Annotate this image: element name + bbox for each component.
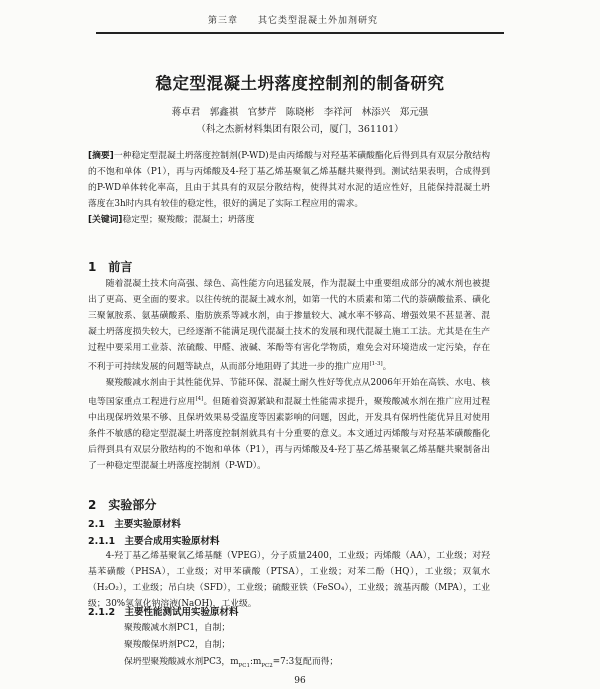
abstract (88, 148, 490, 212)
intro-paragraph-1: 随着混凝土技术向高强、绿色、高性能方向迅猛发展，作为混凝土中重要组成部分的减水剂也被提出了更高、更全面的要求。以往传统的混凝土减水剂，如第一代的木质素和第二代的萘磺酸盐系、磺化三聚氰胺系、氨基磺酸系、脂肪族系等减水剂，由于掺量较大、减水率不够高、增强效果不甚显著、混凝土坍落度损失较大，已经逐渐不能满足现代混凝土技术的发展和现代混凝土施工工法。尤其是在生产过程中要采用工业萘、浓硫酸、甲醛、液碱、苯酚等有害化学物质，难免会对环境造成一定污染，存在不利于可持续发展的问题等缺点，从而部分地阻碍了其进一步的推广应用[1-3]。 (88, 279, 490, 372)
citation-4: [4] (195, 395, 204, 402)
keywords-text: 稳定型；聚羧酸；混凝土；坍落度 (122, 215, 255, 225)
materials-block (88, 548, 490, 612)
abstract-block (88, 148, 490, 228)
keywords-label: [关键词] (88, 215, 123, 225)
subsubsection-heading-synthesis: 2.1.1 主要合成用实验原材料 (88, 536, 220, 547)
section-heading-intro: 1 前言 (88, 260, 133, 274)
affiliation: （科之杰新材料集团有限公司，厦门，361101） (196, 124, 404, 135)
paper-title: 稳定型混凝土坍落度控制剂的制备研究 (155, 74, 445, 93)
subsection-heading-materials: 2.1 主要实验原材料 (88, 519, 181, 530)
material-pc1: 聚羧酸减水剂PC1，自制； (124, 623, 231, 633)
running-header: 第三章 其它类型混凝土外加剂研究 (208, 16, 379, 26)
header-rule (96, 32, 504, 34)
authors: 蒋卓君 郭鑫祺 官梦芹 陈晓彬 李祥河 林添兴 郑元强 (171, 107, 429, 118)
keywords (88, 212, 490, 228)
intro-paragraph-2: 聚羧酸减水剂由于其性能优异、节能环保、混凝土耐久性好等优点从2006年开始在高铁、水电、核电等国家重点工程进行应用[4]。但随着资源紧缺和混凝土性能需求提升，聚羧酸减水剂在推广应用过程中出现保坍效果不够、且保坍效果易受温度等因素影响的问题，因此，开发具有保坍性能优异且对使用条件不敏感的稳定型混凝土坍落度控制剂就具有十分重要的意义。本文通过丙烯酸与对羟基苯磺酸酯化后得到具有双层分散结构的不饱和单体（P1），再与丙烯酸及4-羟丁基乙烯基聚氧乙烯基醚共聚制备出了一种稳定型混凝土坍落度控制剂（P-WD）。 (88, 377, 490, 471)
intro-body (88, 276, 490, 474)
material-pc2: 聚羧酸保坍剂PC2，自制； (124, 640, 231, 650)
page-number: 96 (294, 676, 306, 686)
citation-1-3: [1-3] (369, 361, 383, 367)
abstract-text: 一种稳定型混凝土坍落度控制剂(P-WD)是由丙烯酸与对羟基苯磺酸酯化后得到具有双层分散结构的不饱和单体（P1），再与丙烯酸及4-羟丁基乙烯基聚氧乙烯基醚共聚得到。测试结果表明，合成得到的P-WD单体转化率高，且由于其具有的双层分散结构，使得其对水泥的适应性好，且能保持混凝土坍落度在3h时内具有较佳的稳定性，很好的满足了实际工程应用的需求。 (88, 151, 491, 209)
material-pc3: 保坍型聚羧酸减水剂PC3，$m_{PC1}:m_{PC2}=7:3$复配而得； (124, 657, 339, 669)
subsubsection-heading-testing: 2.1.2 主要性能测试用实验原材料 (88, 607, 239, 618)
abstract-label: [摘要] (88, 151, 114, 161)
section-heading-experiment: 2 实验部分 (88, 498, 157, 512)
materials-paragraph: 4-羟丁基乙烯基聚氧乙烯基醚（VPEG），分子质量2400，工业级；丙烯酸（AA），工业级；对羟基苯磺酸（PHSA），工业级；对甲苯磺酸（PTSA），工业级；对苯二酚（HQ），工业级；双氧水（H₂O₂），工业级；吊白块（SFD），工业级；硫酸亚铁（FeSO₄），工业级；巯基丙酸（MPA），工业级；30%氢氧化钠溶液(NaOH)，工业级。 (88, 551, 490, 609)
